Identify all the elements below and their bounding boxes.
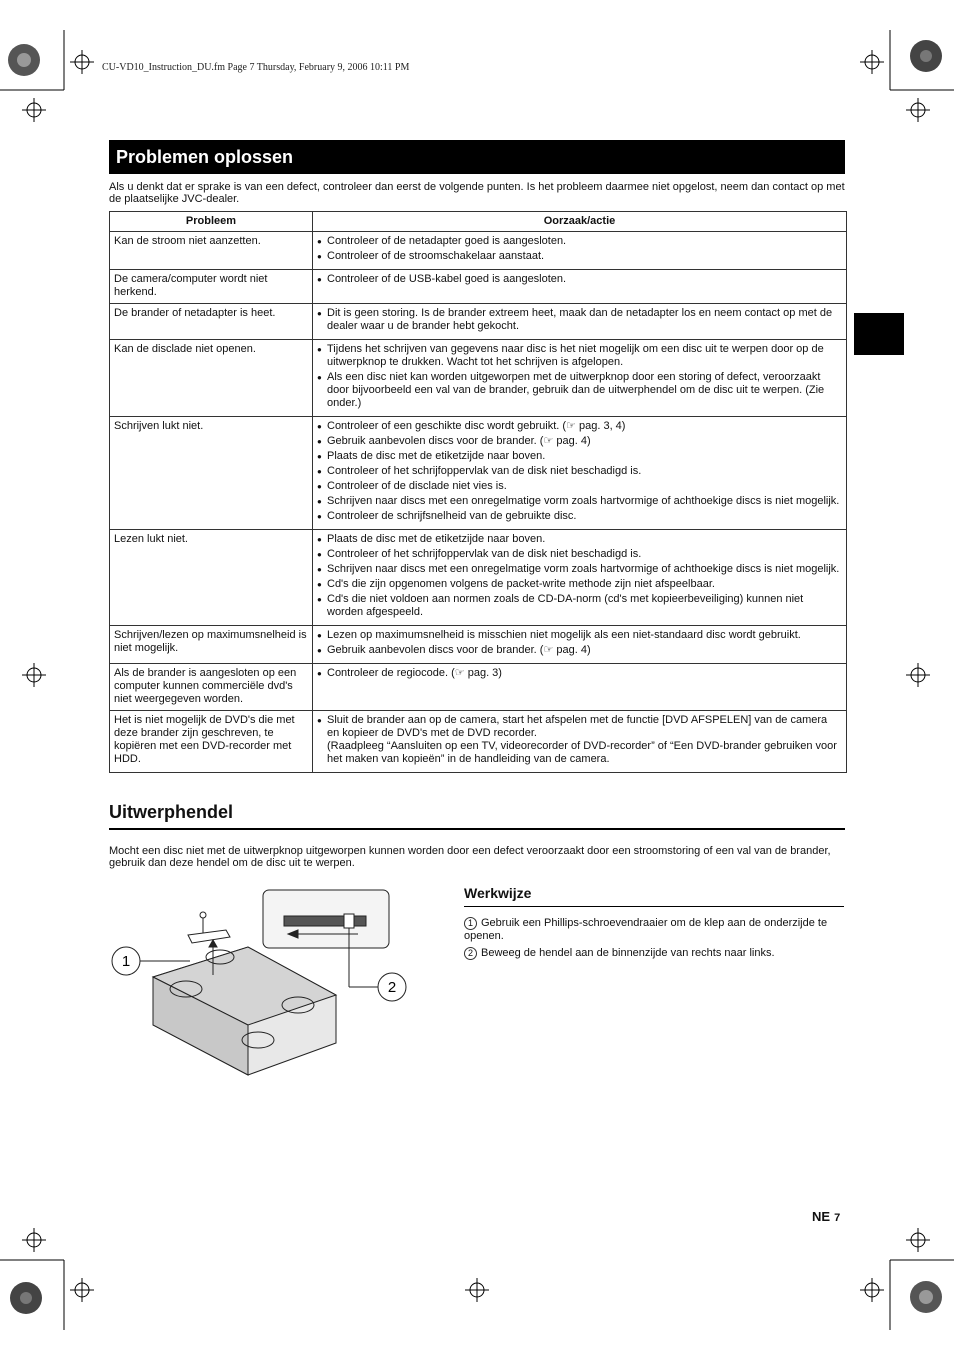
action-cell — [313, 232, 847, 270]
table-row — [110, 626, 847, 664]
subsection-title: Uitwerphendel — [109, 802, 234, 822]
table-row — [110, 232, 847, 270]
table-row — [110, 711, 847, 773]
table-row — [110, 417, 847, 530]
problem-cell: Het is niet mogelijk de DVD's die met deze brander zijn geschreven, te kopiëren met een DVD-recorder met HDD. — [110, 711, 313, 773]
table-row — [110, 270, 847, 304]
action-item: ● Als een disc niet kan worden uitgeworpen met de uitwerpknop door een storing of defect, veroorzaakt door bijvoorbeeld een val van de brander, gebruik dan de uitwerphendel om de disc uit te werpen. (Zie onder.) — [317, 371, 842, 410]
action-item: ● Controleer of het schrijfoppervlak van de disk niet beschadigd is. — [317, 548, 842, 561]
action-item: ● Cd's die zijn opgenomen volgens de packet-write methode zijn niet afspeelbaar. — [317, 578, 842, 591]
table-header-row — [110, 212, 847, 232]
page-label: NE — [812, 1209, 831, 1224]
action-item: ● Controleer of een geschikte disc wordt gebruikt. (☞ pag. 3, 4) — [317, 420, 842, 433]
table-row — [110, 530, 847, 626]
intro-paragraph: Als u denkt dat er sprake is van een defect, controleer dan eerst de volgende punten. Is het probleem daarmee niet opgelost, neem dan contact op met de plaatselijke JVC-dealer. — [109, 181, 845, 205]
action-item: ● Gebruik aanbevolen discs voor de brander. (☞ pag. 4) — [317, 435, 842, 448]
action-list — [317, 533, 842, 619]
action-list — [317, 629, 842, 657]
subsection-rule — [109, 828, 845, 830]
procedure-rule — [464, 906, 844, 907]
table-body — [110, 232, 847, 773]
action-item: ● Controleer de schrijfsnelheid van de gebruikte disc. — [317, 510, 842, 523]
action-item: ● Lezen op maximumsnelheid is misschien niet mogelijk als een niet-standaard disc wordt gebruikt. — [317, 629, 842, 642]
action-item: ● Gebruik aanbevolen discs voor de brander. (☞ pag. 4) — [317, 644, 842, 657]
column-header-action: Oorzaak/actie — [313, 212, 847, 232]
step-number: 1 — [464, 917, 477, 930]
action-cell — [313, 530, 847, 626]
section-tab-marker — [854, 313, 904, 355]
action-list — [317, 420, 842, 523]
action-list — [317, 714, 842, 766]
page-footer — [812, 1209, 840, 1224]
action-list — [317, 235, 842, 263]
action-item: ● Tijdens het schrijven van gegevens naar disc is het niet mogelijk om een disc uit te werpen door op de uitwerpknop te drukken. Wacht tot het schrijven is afgelopen. — [317, 343, 842, 369]
action-cell — [313, 340, 847, 417]
action-item: ● Controleer of de disclade niet vies is. — [317, 480, 842, 493]
table-row — [110, 664, 847, 711]
procedure-title: Werkwijze — [464, 885, 532, 901]
problem-cell: Schrijven lukt niet. — [110, 417, 313, 530]
problem-cell: Kan de stroom niet aanzetten. — [110, 232, 313, 270]
action-cell — [313, 626, 847, 664]
action-list — [317, 307, 842, 333]
table-row — [110, 304, 847, 340]
action-list — [317, 273, 842, 286]
file-header-line: CU-VD10_Instruction_DU.fm Page 7 Thursday, February 9, 2006 10:11 PM — [102, 62, 410, 73]
action-cell — [313, 304, 847, 340]
action-item: ● Plaats de disc met de etiketzijde naar boven. — [317, 533, 842, 546]
problem-cell: Als de brander is aangesloten op een computer kunnen commerciële dvd's niet weergegeven worden. — [110, 664, 313, 711]
action-item: ● Controleer de regiocode. (☞ pag. 3) — [317, 667, 842, 680]
burner-illustration — [108, 885, 408, 1080]
action-cell — [313, 664, 847, 711]
action-item: ● Controleer of het schrijfoppervlak van de disk niet beschadigd is. — [317, 465, 842, 478]
action-cell — [313, 417, 847, 530]
page-number: 7 — [834, 1212, 841, 1224]
problem-cell: Lezen lukt niet. — [110, 530, 313, 626]
problem-cell: Kan de disclade niet openen. — [110, 340, 313, 417]
section-title: Problemen oplossen — [109, 140, 845, 174]
step-text: Gebruik een Phillips-schroevendraaier om de klep aan de onderzijde te openen. — [464, 917, 828, 942]
problem-cell: Schrijven/lezen op maximumsnelheid is niet mogelijk. — [110, 626, 313, 664]
action-item: ● Schrijven naar discs met een onregelmatige vorm zoals hartvormige of achthoekige discs is niet mogelijk. — [317, 563, 842, 576]
troubleshooting-table — [109, 211, 847, 773]
subsection-intro: Mocht een disc niet met de uitwerpknop uitgeworpen kunnen worden door een defect veroorzaakt door een stroomstoring of een val van de brander, gebruik dan deze hendel om de disc uit te werpen. — [109, 845, 831, 869]
action-cell — [313, 711, 847, 773]
action-list — [317, 667, 842, 680]
procedure-step-2 — [464, 947, 846, 960]
action-item: ● Cd's die niet voldoen aan normen zoals de CD-DA-norm (cd's met kopieerbeveiliging) kunnen niet worden afgespeeld. — [317, 593, 842, 619]
problem-cell: De brander of netadapter is heet. — [110, 304, 313, 340]
action-item: ● Sluit de brander aan op de camera, start het afspelen met de functie [DVD AFSPELEN] van de camera en kopieer de DVD's met de DVD recorder. (Raadpleeg “Aansluiten op een TV, videorecorder of DVD-recorder” of “Een DVD-brander gebruiken voor het maken van kopieën” in de handleiding van de camera. — [317, 714, 842, 766]
action-item: ● Controleer of de USB-kabel goed is aangesloten. — [317, 273, 842, 286]
action-item: ● Plaats de disc met de etiketzijde naar boven. — [317, 450, 842, 463]
step-text: Beweeg de hendel aan de binnenzijde van rechts naar links. — [481, 947, 775, 959]
procedure-step-1 — [464, 917, 846, 942]
action-item: ● Schrijven naar discs met een onregelmatige vorm zoals hartvormige of achthoekige discs is niet mogelijk. — [317, 495, 842, 508]
action-cell — [313, 270, 847, 304]
action-item: ● Dit is geen storing. Is de brander extreem heet, maak dan de netadapter los en neem contact op met de dealer waar u de brander hebt gekocht. — [317, 307, 842, 333]
action-item: ● Controleer of de stroomschakelaar aanstaat. — [317, 250, 842, 263]
table-row — [110, 340, 847, 417]
action-item: ● Controleer of de netadapter goed is aangesloten. — [317, 235, 842, 248]
action-list — [317, 343, 842, 410]
callout-1: 1 — [121, 953, 131, 970]
problem-cell: De camera/computer wordt niet herkend. — [110, 270, 313, 304]
step-number: 2 — [464, 947, 477, 960]
callout-2: 2 — [387, 979, 397, 996]
column-header-problem: Probleem — [110, 212, 313, 232]
